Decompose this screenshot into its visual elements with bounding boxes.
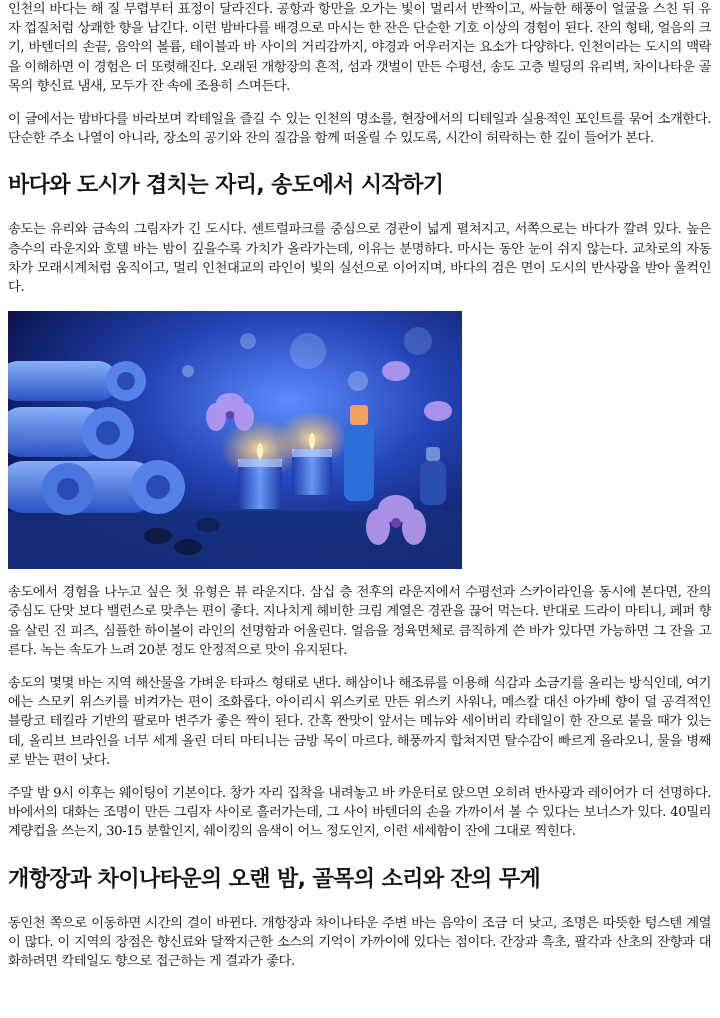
section-heading-chinatown: 개항장과 차이나타운의 오랜 밤, 골목의 소리와 잔의 무게 [8, 866, 541, 892]
photo-illustration [8, 311, 462, 569]
chinatown-paragraph-1: 동인천 쪽으로 이동하면 시간의 결이 바뀐다. 개항장과 차이나타운 주변 바는 음악이 조금 더 낮고, 조명은 따뜻한 텅스텐 계열이 많다. 이 지역의 장점은 향신료와 달짝지근한 소스의 기억이 가까이에 있다는 점이다. 간장과 흑초, 팔각과 산초의 잔향과 대화하려면 칵테일도 향으로 접근하는 게 결과가 좋다. [8, 915, 711, 970]
songdo-paragraph-3: 송도의 몇몇 바는 지역 해산물을 가벼운 타파스 형태로 낸다. 해삼이나 해조류를 이용해 식감과 소금기를 올리는 방식인데, 여기에는 스모키 위스키를 비켜가는 편이 조화롭다. 아이리시 위스키로 만든 위스키 사워나, 메스칼 대신 아가베 향이 덜 공격적인 블랑코 테킬라 기반의 팔로마 변주가 좋은 짝이 된다. 간혹 짠맛이 앞서는 메뉴와 세이버리 칵테일이 한 잔으로 붙을 때가 있는데, 올리브 브라인을 너무 세게 올린 더티 마티니는 금방 목이 마르다. 해풍까지 합쳐지면 탈수감이 빠르게 올라오니, 물을 병째로 받는 편이 낫다. [8, 676, 711, 768]
songdo-paragraph-1: 송도는 유리와 금속의 그림자가 긴 도시다. 센트럴파크를 중심으로 경관이 넓게 펼쳐지고, 서쪽으로는 바다가 깔려 있다. 높은 층수의 라운지와 호텔 바는 밤이 깊을수록 가치가 올라가는데, 이유는 분명하다. 마시는 동안 눈이 쉬지 않는다. 교차로의 자동차가 모래시계처럼 움직이고, 멀리 인천대교의 라인이 빛의 실선으로 이어지며, 바다의 검은 면이 도시의 반사광을 받아 울컥인다. [8, 222, 711, 296]
intro-paragraph-2: 이 글에서는 밤바다를 바라보며 칵테일을 즐길 수 있는 인천의 명소를, 현장에서의 디테일과 실용적인 포인트를 묶어 소개한다. 단순한 주소 나열이 아니라, 장소의 공기와 잔의 질감을 함께 떠올릴 수 있도록, 시간이 허락하는 한 깊이 들어가 본다. [8, 112, 711, 147]
songdo-paragraph-4: 주말 밤 9시 이후는 웨이팅이 기본이다. 창가 자리 집착을 내려놓고 바 카운터로 앉으면 오히려 반사광과 레이어가 더 선명하다. 바에서의 대화는 조명이 만든 그림자 사이로 흘러가는데, 그 사이 바텐더의 손을 가까이서 볼 수 있다는 보너스가 있다. 40밀리 계량컵을 쓰는지, 30-15 분할인지, 쉐이킹의 음색이 어느 정도인지, 이런 세세함이 잔에 그대로 찍힌다. [8, 786, 711, 840]
section-heading-songdo: 바다와 도시가 겹치는 자리, 송도에서 시작하기 [8, 173, 444, 199]
intro-paragraph-1: 인천의 바다는 해 질 무렵부터 표정이 달라진다. 공항과 항만을 오가는 빛이 멀리서 반짝이고, 싸늘한 해풍이 얼굴을 스친 뒤 유자 껍질처럼 상쾌한 향을 남긴다. 이런 밤바다를 배경으로 마시는 한 잔은 단순한 기호 이상의 경험이 된다. 잔의 형태, 얼음의 크기, 바텐더의 손끝, 음악의 볼륨, 테이블과 바 사이의 거리감까지, 야경과 어우러지는 요소가 다양하다. 인천이라는 도시의 맥락을 이해하면 이 경험은 더 또렷해진다. 오래된 개항장의 흔적, 섬과 갯벌이 만든 수평선, 송도 고층 빌딩의 유리벽, 차이나타운 골목의 향신료 냄새, 모두가 잔 속에 조용히 스며든다. [8, 2, 711, 94]
songdo-paragraph-2: 송도에서 경험을 나누고 싶은 첫 유형은 뷰 라운지다. 삼십 층 전후의 라운지에서 수평선과 스카이라인을 동시에 본다면, 잔의 중심도 단맛 보다 밸런스로 맞추는 편이 좋다. 지나치게 헤비한 크림 계열은 경관을 끊어 먹는다. 반대로 드라이 마티니, 페퍼 향을 살린 진 피즈, 심플한 하이볼이 라인의 선명함과 어울린다. 얼음을 정육면체로 큼직하게 쓴 바가 있다면 가능하면 그 잔을 고른다. 녹는 속도가 느려 20분 정도 안정적으로 맛이 유지된다. [8, 585, 711, 658]
spa-candles-towels-orchid-image [8, 311, 462, 569]
